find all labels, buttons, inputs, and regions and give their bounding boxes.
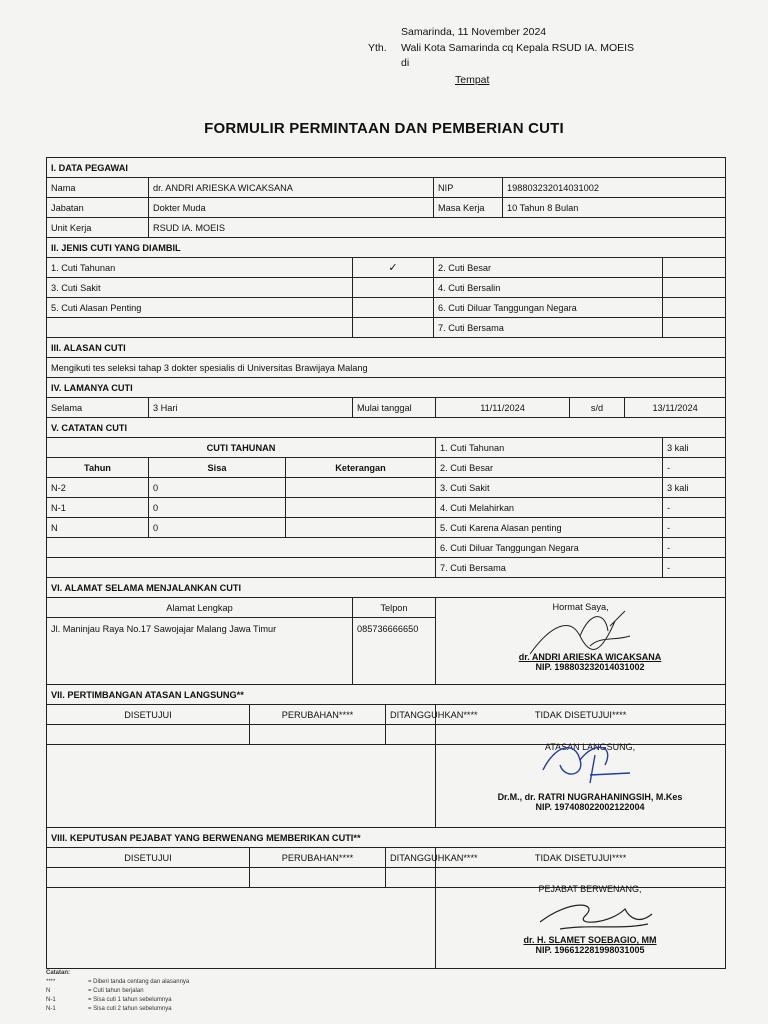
sisa-row-2: 0 [149, 498, 286, 518]
atasan-label: ATASAN LANGSUNG, [544, 742, 636, 752]
sisa-row-3: 0 [149, 518, 286, 538]
cuti-4: 4. Cuti Bersalin [434, 278, 663, 298]
s7-tidak-disetujui: TIDAK DISETUJUI**** [436, 705, 726, 725]
catatan-type-3: 3. Cuti Sakit [436, 478, 663, 498]
s7-disetujui: DISETUJUI [47, 705, 250, 725]
catatan-type-5: 5. Cuti Karena Alasan penting [436, 518, 663, 538]
cuti-1: 1. Cuti Tahunan [47, 258, 353, 278]
cuti-3-mark [353, 278, 434, 298]
telpon-value: 085736666650 [353, 618, 436, 685]
catatan-type-2: 2. Cuti Besar [436, 458, 663, 478]
page-title: FORMULIR PERMINTAAN DAN PEMBERIAN CUTI [204, 120, 564, 137]
note-key-4: N-1 [46, 1006, 56, 1012]
atasan-nip: NIP. 197408022002122004 [535, 802, 645, 812]
cuti-6: 6. Cuti Diluar Tanggungan Negara [434, 298, 663, 318]
cuti-6-mark [663, 298, 726, 318]
note-key-1: **** [46, 979, 56, 985]
atasan-signature-icon [535, 735, 635, 785]
ket-row-2 [286, 498, 436, 518]
s7-perubahan: PERUBAHAN**** [250, 705, 386, 725]
section-5-heading: V. CATATAN CUTI [47, 418, 726, 438]
employee-nip: NIP. 198803232014031002 [535, 662, 645, 672]
s8-tidak-disetujui: TIDAK DISETUJUI**** [436, 848, 726, 868]
telpon-label: Telpon [353, 598, 436, 618]
cuti-5: 5. Cuti Alasan Penting [47, 298, 353, 318]
tahun-row-2: N-1 [47, 498, 149, 518]
cuti-2: 2. Cuti Besar [434, 258, 663, 278]
s7-ditangguhkan: DITANGGUHKAN**** [386, 705, 436, 725]
cuti-5-mark [353, 298, 434, 318]
alasan-cuti: Mengikuti tes seleksi tahap 3 dokter spesialis di Universitas Brawijaya Malang [47, 358, 726, 378]
tahun-row-1: N-2 [47, 478, 149, 498]
pejabat-label-block [460, 884, 720, 894]
yth-label: Yth. [368, 42, 387, 54]
place-date: Samarinda, 11 November 2024 [401, 26, 547, 38]
catatan-val-4: - [663, 498, 726, 518]
ket-row-3 [286, 518, 436, 538]
nip-value: 198803232014031002 [503, 178, 726, 198]
section-1-heading: I. DATA PEGAWAI [47, 158, 726, 178]
nama-label: Nama [47, 178, 149, 198]
notes-title: Catatan: [46, 970, 71, 976]
cuti-7: 7. Cuti Bersama [434, 318, 663, 338]
cuti-2-mark [663, 258, 726, 278]
catatan-notes [46, 970, 189, 1015]
unit-value: RSUD IA. MOEIS [149, 218, 726, 238]
alamat-label: Alamat Lengkap [47, 598, 353, 618]
employee-signature-icon [520, 606, 640, 666]
note-val-2: = Cuti tahun berjalan [88, 988, 144, 994]
pejabat-name: dr. H. SLAMET SOEBAGIO, MM [523, 935, 657, 945]
section-8-heading: VIII. KEPUTUSAN PEJABAT YANG BERWENANG MEMBERIKAN CUTI** [47, 828, 726, 848]
section-3-heading: III. ALASAN CUTI [47, 338, 726, 358]
employee-name: dr. ANDRI ARIESKA WICAKSANA [518, 652, 662, 662]
unit-label: Unit Kerja [47, 218, 149, 238]
note-val-1: = Diberi tanda centang dan alasannya [88, 979, 190, 985]
col-tahun: Tahun [47, 458, 149, 478]
catatan-type-6: 6. Cuti Diluar Tanggungan Negara [436, 538, 663, 558]
jabatan-value: Dokter Muda [149, 198, 434, 218]
section-2-heading: II. JENIS CUTI YANG DIAMBIL [47, 238, 726, 258]
tahun-row-3: N [47, 518, 149, 538]
leave-form [46, 157, 726, 969]
masa-kerja-label: Masa Kerja [434, 198, 503, 218]
mulai-label: Mulai tanggal [353, 398, 436, 418]
catatan-val-6: - [663, 538, 726, 558]
sampai-value: 13/11/2024 [625, 398, 726, 418]
catatan-val-1: 3 kali [663, 438, 726, 458]
catatan-type-4: 4. Cuti Melahirkan [436, 498, 663, 518]
check-icon: ✓ [353, 258, 434, 278]
catatan-val-2: - [663, 458, 726, 478]
note-key-3: N-1 [46, 997, 56, 1003]
ket-row-1 [286, 478, 436, 498]
sisa-row-1: 0 [149, 478, 286, 498]
cuti-tahunan-heading: CUTI TAHUNAN [47, 438, 436, 458]
alamat-value: Jl. Maninjau Raya No.17 Sawojajar Malang Jawa Timur [47, 618, 353, 685]
col-keterangan: Keterangan [286, 458, 436, 478]
mulai-value: 11/11/2024 [436, 398, 570, 418]
pejabat-signature-icon [530, 894, 660, 938]
note-key-2: N [46, 988, 51, 994]
section-4-heading: IV. LAMANYA CUTI [47, 378, 726, 398]
catatan-type-7: 7. Cuti Bersama [436, 558, 663, 578]
jabatan-label: Jabatan [47, 198, 149, 218]
col-sisa: Sisa [149, 458, 286, 478]
nama-value: dr. ANDRI ARIESKA WICAKSANA [149, 178, 434, 198]
note-val-3: = Sisa cuti 1 tahun sebelumnya [88, 997, 172, 1003]
atasan-signature-block [460, 792, 720, 812]
tempat-label: Tempat [455, 74, 490, 86]
catatan-val-5: - [663, 518, 726, 538]
s8-ditangguhkan: DITANGGUHKAN**** [386, 848, 436, 868]
pejabat-signature-block [460, 935, 720, 955]
recipient: Wali Kota Samarinda cq Kepala RSUD IA. MOEIS [401, 42, 635, 54]
pejabat-label: PEJABAT BERWENANG, [538, 884, 642, 894]
atasan-name: Dr.M., dr. RATRI NUGRAHANINGSIH, M.Kes [497, 792, 683, 802]
masa-kerja-value: 10 Tahun 8 Bulan [503, 198, 726, 218]
note-val-4: = Sisa cuti 2 tahun sebelumnya [88, 1006, 172, 1012]
hormat-saya: Hormat Saya, [552, 602, 609, 612]
s8-disetujui: DISETUJUI [47, 848, 250, 868]
selama-label: Selama [47, 398, 149, 418]
catatan-val-3: 3 kali [663, 478, 726, 498]
cuti-7-mark [663, 318, 726, 338]
cuti-3: 3. Cuti Sakit [47, 278, 353, 298]
section-7-heading: VII. PERTIMBANGAN ATASAN LANGSUNG** [47, 685, 726, 705]
pejabat-nip: NIP. 196612281998031005 [535, 945, 645, 955]
cuti-4-mark [663, 278, 726, 298]
selama-value: 3 Hari [149, 398, 353, 418]
section-6-heading: VI. ALAMAT SELAMA MENJALANKAN CUTI [47, 578, 726, 598]
catatan-type-1: 1. Cuti Tahunan [436, 438, 663, 458]
s8-perubahan: PERUBAHAN**** [250, 848, 386, 868]
catatan-val-7: - [663, 558, 726, 578]
nip-label: NIP [434, 178, 503, 198]
sd-label: s/d [570, 398, 625, 418]
di-label: di [401, 57, 410, 69]
